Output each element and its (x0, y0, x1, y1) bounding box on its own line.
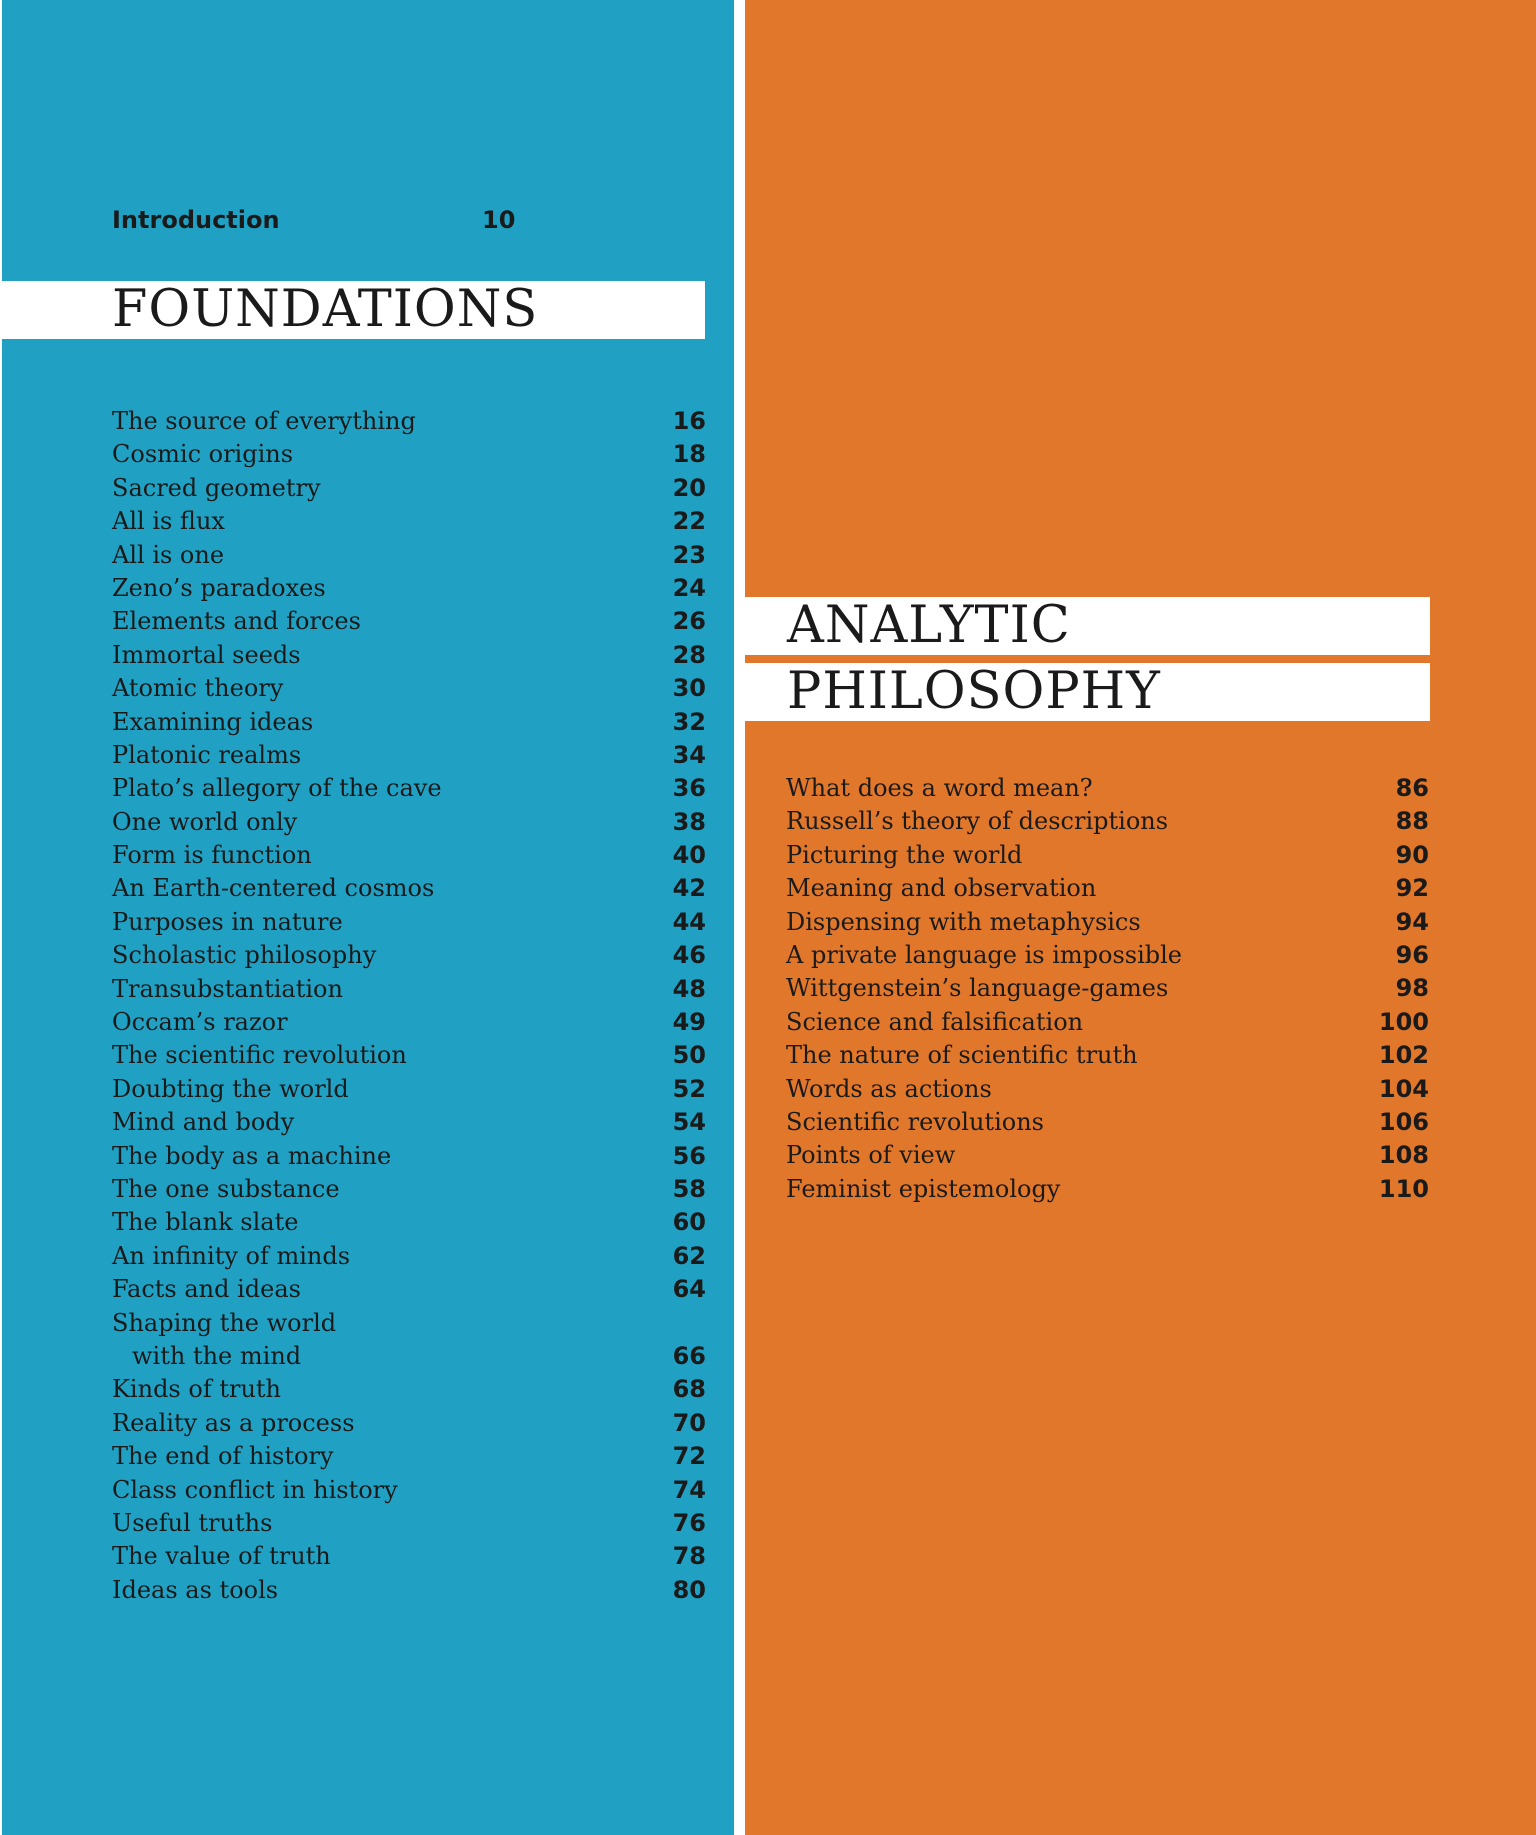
toc-entry[interactable] (786, 1006, 1429, 1039)
toc-entry[interactable] (786, 839, 1429, 872)
toc-entry-title: The one substance (112, 1174, 340, 1203)
toc-entry[interactable] (112, 1440, 706, 1473)
toc-entry-title: Purposes in nature (112, 907, 343, 936)
toc-entry[interactable] (112, 472, 706, 505)
toc-entry-title: Elements and forces (112, 607, 361, 636)
toc-entry-page: 34 (672, 740, 706, 769)
toc-entry[interactable] (112, 1173, 706, 1206)
toc-entry-title: Platonic realms (112, 740, 302, 769)
toc-entry[interactable] (112, 1206, 706, 1239)
toc-entry[interactable] (112, 906, 706, 939)
toc-entry-page: 24 (672, 573, 706, 602)
toc-entry-page: 48 (672, 974, 706, 1003)
toc-entry-page: 38 (672, 807, 706, 836)
toc-entry[interactable] (112, 1106, 706, 1139)
toc-entry-page: 80 (672, 1575, 706, 1604)
toc-entry-page: 104 (1378, 1074, 1429, 1103)
toc-entry-page: 26 (672, 607, 706, 636)
toc-entry-title: Immortal seeds (112, 640, 301, 669)
toc-entry-title: Kinds of truth (112, 1375, 282, 1404)
toc-entry[interactable] (786, 1173, 1429, 1206)
toc-entry-page: 44 (672, 907, 706, 936)
toc-entry-title: Cosmic origins (112, 440, 294, 469)
toc-entry-page: 18 (672, 440, 706, 469)
toc-entry-title: The blank slate (112, 1208, 299, 1237)
toc-entry-title: Examining ideas (112, 707, 314, 736)
toc-entry-title: Points of view (786, 1141, 956, 1170)
toc-entry-title: Shaping the world (112, 1308, 337, 1337)
toc-entry-title: Plato’s allegory of the cave (112, 774, 442, 803)
introduction-entry[interactable] (112, 206, 516, 234)
toc-entry[interactable] (112, 1407, 706, 1440)
toc-entry[interactable] (786, 872, 1429, 905)
toc-entry-page: 32 (672, 707, 706, 736)
toc-entry[interactable] (112, 1340, 706, 1373)
toc-entry-title: Useful truths (112, 1508, 273, 1537)
introduction-page: 10 (482, 206, 516, 234)
toc-entry-title: Scholastic philosophy (112, 941, 377, 970)
analytic-title-line-2: PHILOSOPHY (745, 663, 1430, 721)
toc-entry-title: Atomic theory (112, 674, 284, 703)
toc-entry[interactable] (112, 539, 706, 572)
toc-entry-page: 96 (1395, 940, 1429, 969)
toc-entry-title: Form is function (112, 841, 312, 870)
toc-entry-page: 36 (672, 774, 706, 803)
toc-entry-title: The body as a machine (112, 1141, 392, 1170)
toc-entry[interactable] (112, 772, 706, 805)
toc-entry-title: Facts and ideas (112, 1275, 301, 1304)
toc-entry-title: Words as actions (786, 1074, 992, 1103)
toc-entry[interactable] (112, 438, 706, 471)
toc-entry-title: An Earth-centered cosmos (112, 874, 435, 903)
toc-entry-page: 94 (1395, 907, 1429, 936)
toc-entry-title: Wittgenstein’s language-games (786, 974, 1169, 1003)
toc-entry-page: 88 (1395, 807, 1429, 836)
toc-entry[interactable] (112, 872, 706, 905)
toc-entry[interactable] (786, 906, 1429, 939)
toc-entry[interactable] (112, 1373, 706, 1406)
toc-entry[interactable] (786, 1039, 1429, 1072)
toc-entry-title: with the mind (132, 1341, 302, 1370)
toc-entry-title: Doubting the world (112, 1074, 349, 1103)
introduction-label: Introduction (112, 206, 280, 234)
toc-entry-title: The nature of scientific truth (786, 1041, 1138, 1070)
toc-entry[interactable] (112, 1474, 706, 1507)
toc-entry-title: Russell’s theory of descriptions (786, 807, 1169, 836)
toc-entry[interactable] (112, 1540, 706, 1573)
toc-entry-title: Mind and body (112, 1108, 295, 1137)
toc-entry-page: 66 (672, 1341, 706, 1370)
toc-entry-page: 72 (672, 1442, 706, 1471)
toc-entry-page: 56 (672, 1141, 706, 1170)
toc-entry[interactable] (112, 1240, 706, 1273)
analytic-title-line-1: ANALYTIC (745, 597, 1430, 655)
toc-entry[interactable] (112, 1140, 706, 1173)
toc-entry[interactable] (786, 1073, 1429, 1106)
toc-entry-page: 60 (672, 1208, 706, 1237)
toc-entry-page: 70 (672, 1408, 706, 1437)
toc-entry[interactable] (112, 405, 706, 438)
toc-entry[interactable] (112, 806, 706, 839)
toc-entry-title: A private language is impossible (786, 940, 1182, 969)
toc-entry-title: Meaning and observation (786, 874, 1097, 903)
toc-entry-page: 86 (1395, 774, 1429, 802)
toc-entry[interactable] (112, 1006, 706, 1039)
toc-entry[interactable] (112, 505, 706, 538)
toc-entry[interactable] (112, 1507, 706, 1540)
toc-entry-title: The end of history (112, 1442, 334, 1471)
toc-entry-title: Class conflict in history (112, 1475, 398, 1504)
toc-entry-page: 92 (1395, 874, 1429, 903)
toc-entry-page: 102 (1378, 1041, 1429, 1070)
foundations-title: FOUNDATIONS (2, 281, 705, 339)
toc-entry-title: Occam’s razor (112, 1008, 288, 1037)
toc-entry[interactable] (112, 1307, 706, 1340)
toc-entry-page: 52 (672, 1074, 706, 1103)
toc-entry-page: 62 (672, 1241, 706, 1270)
toc-entry-title: Science and falsification (786, 1007, 1084, 1036)
toc-entry-title: An infinity of minds (112, 1241, 351, 1270)
toc-entry[interactable] (112, 672, 706, 705)
toc-entry[interactable] (786, 939, 1429, 972)
toc-entry-page: 78 (672, 1542, 706, 1571)
toc-entry-page: 64 (672, 1275, 706, 1304)
analytic-philosophy-panel (745, 0, 1536, 1835)
toc-entry[interactable] (786, 972, 1429, 1005)
toc-entry-title: All is flux (112, 507, 225, 536)
toc-entry-title: The scientific revolution (112, 1041, 407, 1070)
toc-entry-page: 46 (672, 941, 706, 970)
toc-entry-page: 76 (672, 1508, 706, 1537)
toc-entry-page: 30 (672, 674, 706, 703)
analytic-toc-list (786, 772, 1429, 1206)
toc-entry[interactable] (112, 572, 706, 605)
toc-entry[interactable] (112, 973, 706, 1006)
foundations-toc-list (112, 405, 706, 1607)
toc-entry-page: 108 (1378, 1141, 1429, 1170)
toc-entry-title: Dispensing with metaphysics (786, 907, 1141, 936)
toc-entry[interactable] (112, 706, 706, 739)
toc-entry-title: Scientific revolutions (786, 1107, 1044, 1136)
toc-entry[interactable] (112, 639, 706, 672)
toc-entry[interactable] (112, 939, 706, 972)
toc-entry-title: The value of truth (112, 1542, 331, 1571)
toc-entry-title: Transubstantiation (112, 974, 343, 1003)
toc-entry-page: 110 (1378, 1174, 1429, 1203)
toc-entry[interactable] (112, 739, 706, 772)
toc-entry-title: Sacred geometry (112, 473, 321, 502)
foundations-panel (2, 0, 734, 1835)
toc-entry-page: 28 (672, 640, 706, 669)
toc-entry[interactable] (786, 805, 1429, 838)
toc-entry-title: Feminist epistemology (786, 1174, 1061, 1203)
toc-entry-title: Picturing the world (786, 840, 1023, 869)
toc-entry-page: 58 (672, 1174, 706, 1203)
toc-entry-title: What does a word mean? (786, 774, 1093, 802)
toc-entry-page: 90 (1395, 840, 1429, 869)
toc-entry[interactable] (112, 1273, 706, 1306)
toc-entry-title: Reality as a process (112, 1408, 355, 1437)
toc-entry[interactable] (112, 839, 706, 872)
toc-entry[interactable] (112, 1574, 706, 1607)
toc-entry[interactable] (112, 1039, 706, 1072)
toc-entry-title: Zeno’s paradoxes (112, 573, 326, 602)
toc-entry-page: 54 (672, 1108, 706, 1137)
toc-entry-page: 74 (672, 1475, 706, 1504)
toc-entry-page: 16 (672, 407, 706, 435)
toc-entry[interactable] (112, 1073, 706, 1106)
toc-entry-page: 42 (672, 874, 706, 903)
toc-entry-title: The source of everything (112, 407, 416, 435)
toc-entry-page: 100 (1378, 1007, 1429, 1036)
toc-entry-page: 20 (672, 473, 706, 502)
toc-entry[interactable] (786, 772, 1429, 805)
toc-entry-page: 40 (672, 841, 706, 870)
toc-entry[interactable] (786, 1106, 1429, 1139)
toc-entry-page: 98 (1395, 974, 1429, 1003)
toc-entry-page: 22 (672, 507, 706, 536)
toc-entry-title: All is one (112, 540, 225, 569)
toc-entry[interactable] (786, 1139, 1429, 1172)
toc-entry-page: 50 (672, 1041, 706, 1070)
toc-entry-page: 68 (672, 1375, 706, 1404)
toc-entry-page: 23 (672, 540, 706, 569)
toc-entry-title: Ideas as tools (112, 1575, 279, 1604)
toc-entry-page: 106 (1378, 1107, 1429, 1136)
toc-entry-title: One world only (112, 807, 298, 836)
toc-entry-page: 49 (672, 1008, 706, 1037)
toc-entry[interactable] (112, 605, 706, 638)
